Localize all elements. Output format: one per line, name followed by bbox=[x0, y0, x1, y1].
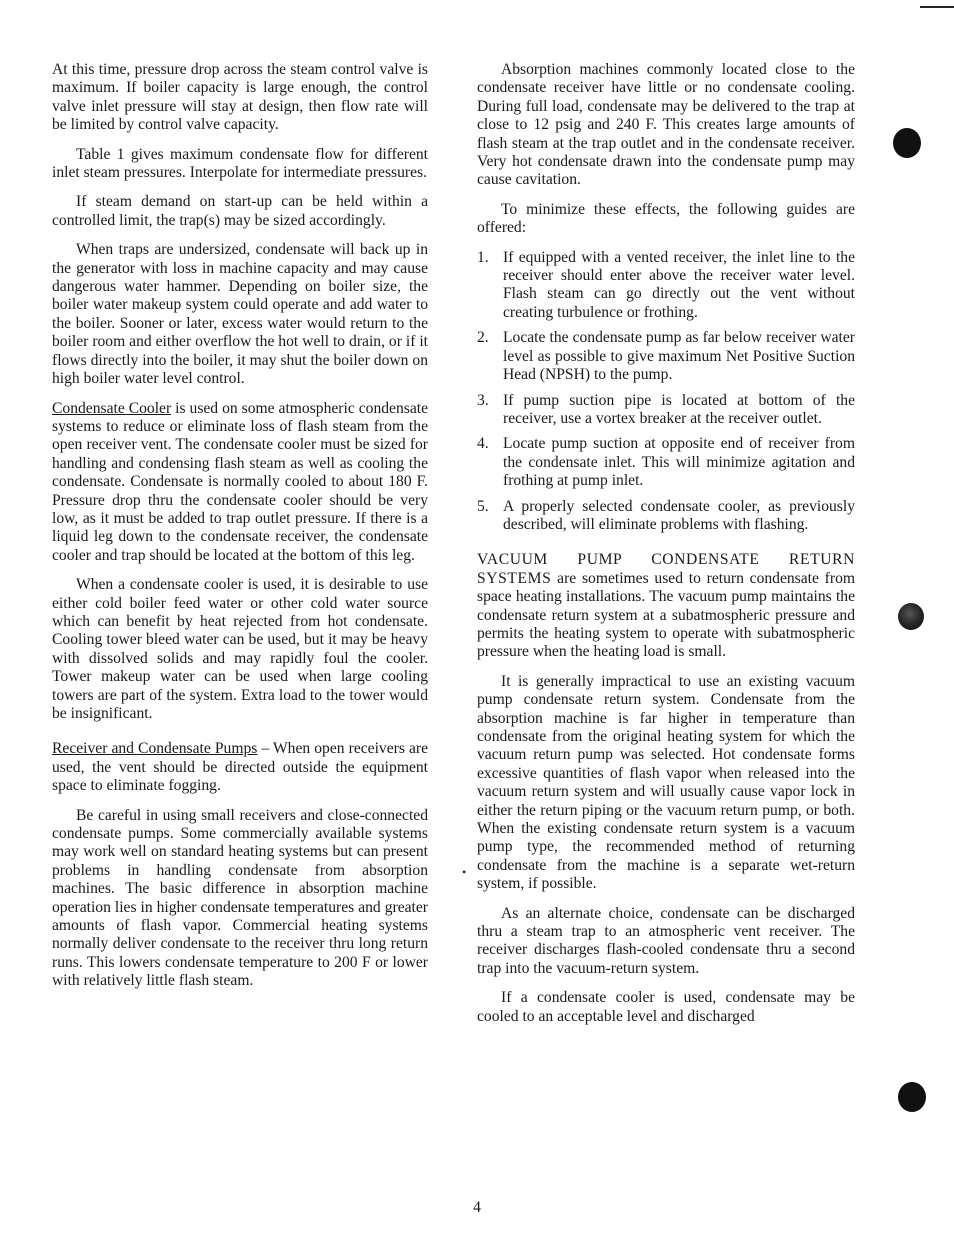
paragraph: As an alternate choice, condensate can be discharged thru a steam trap to an atmospheric vent receiver. The receiver discharges flash-cooled condensate thru a second trap into the vacuum-return system. bbox=[477, 904, 855, 977]
paragraph: Table 1 gives maximum condensate flow for different inlet steam pressures. Interpolate for intermediate pressures. bbox=[52, 145, 428, 182]
list-item-text: Locate pump suction at opposite end of receiver from the condensate inlet. This will minimize agitation and frothing at pump inlet. bbox=[503, 435, 855, 490]
list-item-text: A properly selected condensate cooler, as previously described, will eliminate problems with flashing. bbox=[503, 497, 855, 533]
list-item bbox=[477, 392, 855, 429]
list-item bbox=[477, 329, 855, 384]
condensate-cooler-paragraph bbox=[52, 400, 428, 566]
receiver-pumps-paragraph bbox=[52, 740, 428, 795]
list-item-number: 1. bbox=[477, 248, 489, 266]
section-heading-receiver-pumps: Receiver and Condensate Pumps bbox=[52, 740, 258, 758]
right-column bbox=[477, 61, 855, 1037]
page-number: 4 bbox=[473, 1199, 481, 1216]
paragraph: Be careful in using small receivers and close-connected condensate pumps. Some commercially available systems may work well on standard heating systems but can present problems in handling condensate from absorption machines. The basic difference in absorption machine operation lies in higher condensate temperatures and greater amounts of flash vapor. Commercial heating systems normally deliver condensate to the receiver thru long return runs. This lowers condensate temperature to 200 F or lower with relatively little flash steam. bbox=[52, 806, 428, 990]
paragraph-body: is used on some atmospheric condensate systems to reduce or eliminate loss of flash steam from the open receiver vent. The condensate cooler must be sized for handling and condensing flash steam as well as cooling the condensate. Condensate is normally cooled to about 180 F. Pressure drop thru the condensate cooler should be very low, as it must be added to trap outlet pressure. If there is a liquid leg down to the condensate receiver, the condensate cooler and trap should be located at the bottom of this leg. bbox=[52, 399, 428, 564]
left-column bbox=[52, 61, 428, 1002]
margin-tick-mark: • bbox=[462, 865, 467, 879]
paragraph: To minimize these effects, the following guides are offered: bbox=[477, 200, 855, 237]
top-edge-mark bbox=[920, 6, 954, 8]
paragraph: At this time, pressure drop across the steam control valve is maximum. If boiler capacity is large enough, the control valve inlet pressure will stay at design, then flow rate will be limited by control valve capacity. bbox=[52, 61, 428, 134]
list-item-number: 5. bbox=[477, 497, 489, 515]
binder-hole bbox=[898, 1082, 926, 1112]
section-heading-condensate-cooler: Condensate Cooler bbox=[52, 399, 172, 417]
guides-list bbox=[477, 249, 855, 535]
paragraph: If a condensate cooler is used, condensate may be cooled to an acceptable level and discharged bbox=[477, 989, 855, 1025]
paragraph-body: are sometimes used to return condensate from space heating installations. The vacuum pump maintains the condensate return system at a subatmospheric pressure and permits the heating system to operate with subatmospheric pressure when the heating load is small. bbox=[477, 569, 855, 661]
paragraph: If steam demand on start-up can be held within a controlled limit, the trap(s) may be sized accordingly. bbox=[52, 193, 428, 229]
list-item-text: If equipped with a vented receiver, the inlet line to the receiver should enter above the receiver water level. Flash steam can go directly out the vent without creating turbulence or frothing. bbox=[503, 248, 855, 321]
list-item bbox=[477, 435, 855, 490]
paragraph: When a condensate cooler is used, it is desirable to use either cold boiler feed water or other cold water source which can benefit by heat rejected from hot condensate. Cooling tower bleed water can be used, but it may be heavy with dissolved solids and may rapidly foul the cooler. Tower makeup water can be used when large cooling towers are part of the system. Extra load to the tower would be insignificant. bbox=[52, 576, 428, 722]
binder-hole bbox=[898, 603, 924, 630]
paragraph: Absorption machines commonly located close to the condensate receiver have little or no condensate cooling. During full load, condensate may be delivered to the trap at close to 12 psig and 240 F. This creates large amounts of flash steam at the trap outlet and in the condensate receiver. Very hot condensate drawn into the condensate pump may cause cavitation. bbox=[477, 61, 855, 189]
list-item-text: If pump suction pipe is located at bottom of the receiver, use a vortex breaker at the receiver outlet. bbox=[503, 391, 855, 427]
paragraph: It is generally impractical to use an existing vacuum pump condensate return system. Condensate from the absorption machine is far higher in temperature than condensate from the original heating system for which the vacuum return pump was selected. Hot condensate forms excessive quantities of flash vapor when released into the vacuum return system and will usually cause vapor lock in either the return piping or the vacuum return pump, or both. When the existing condensate return system is a vacuum pump type, the recommended method of returning condensate from the machine is a separate wet-return system, if possible. bbox=[477, 672, 855, 893]
binder-hole bbox=[893, 128, 921, 158]
list-item bbox=[477, 498, 855, 535]
list-item-number: 2. bbox=[477, 329, 489, 347]
list-item-text: Locate the condensate pump as far below receiver water level as possible to give maximum Net Positive Suction Head (NPSH) to the pump. bbox=[503, 329, 855, 384]
section-heading-vacuum-pump: VACUUM PUMP CONDENSATE RETURN SYSTEMS bbox=[477, 551, 855, 587]
paragraph: When traps are undersized, condensate will back up in the generator with loss in machine capacity and may cause dangerous water hammer. Depending on boiler size, the boiler water makeup system could operate and add water to the boiler. Sooner or later, excess water would return to the boiler room and either overflow the hot well to drain, or if it flows directly into the boiler, it may shut the boiler down on high boiler water level control. bbox=[52, 241, 428, 388]
vacuum-pump-paragraph bbox=[477, 551, 855, 661]
list-item-number: 3. bbox=[477, 391, 489, 409]
list-item-number: 4. bbox=[477, 435, 489, 453]
list-item bbox=[477, 249, 855, 323]
paragraph-body: – When open receivers are used, the vent should be directed outside the equipment space to eliminate fogging. bbox=[52, 740, 428, 795]
